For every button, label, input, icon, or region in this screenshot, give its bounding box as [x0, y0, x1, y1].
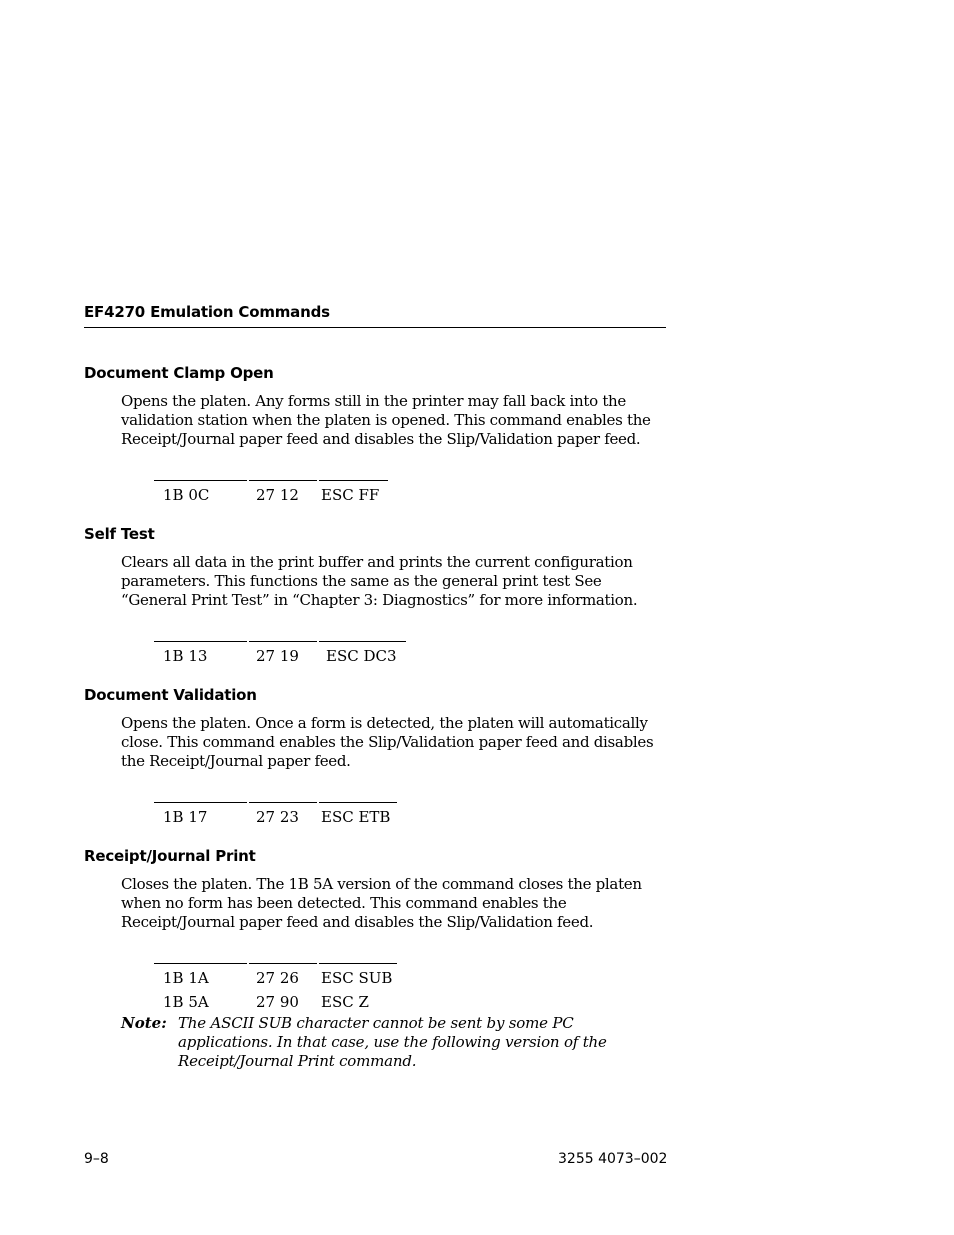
section-title: Document Validation: [84, 686, 257, 704]
ascii-cell: ESC DC3: [326, 647, 397, 665]
note-text: The ASCII SUB character cannot be sent by some PC applications. In that case, use the following version of the Receipt/Journal Print command.: [178, 1014, 607, 1070]
section-body: Clears all data in the print buffer and prints the current configuration parameters. This functions the same as the general print test See “General Print Test” in “Chapter 3: Diagnostics” for more information.: [121, 553, 638, 609]
section-body: Opens the platen. Once a form is detected, the platen will automatically close. This command enables the Slip/Validation paper feed and disables the Receipt/Journal paper feed.: [121, 714, 654, 770]
ascii-cell: ESC FF: [321, 486, 380, 504]
ascii-cell: ESC Z: [321, 993, 369, 1011]
section-body: Closes the platen. The 1B 5A version of the command closes the platen when no form has been detected. This command enables the Receipt/Journal paper feed and disables the Slip/Validation feed.: [121, 875, 642, 931]
section-self-test: [84, 525, 684, 610]
section-document-clamp-open: [84, 364, 684, 449]
note: [121, 1014, 666, 1071]
page-number: 9–8: [84, 1151, 109, 1167]
page-header: EF4270 Emulation Commands: [84, 303, 666, 328]
decimal-cell: 27 23: [256, 808, 299, 826]
hex-cell: 1B 13: [163, 647, 208, 665]
hex-cell: 1B 1A: [163, 969, 209, 987]
decimal-cell: 27 26: [256, 969, 299, 987]
decimal-cell: 27 12: [256, 486, 299, 504]
document-number: 3255 4073–002: [558, 1151, 668, 1167]
hex-cell: 1B 0C: [163, 486, 210, 504]
ascii-cell: ESC SUB: [321, 969, 393, 987]
hex-cell: 1B 5A: [163, 993, 209, 1011]
section-title: Document Clamp Open: [84, 364, 274, 382]
section-receipt-journal-print: [84, 847, 684, 932]
section-title: Receipt/Journal Print: [84, 847, 256, 865]
section-document-validation: [84, 686, 684, 771]
ascii-cell: ESC ETB: [321, 808, 391, 826]
hex-cell: 1B 17: [163, 808, 208, 826]
section-body: Opens the platen. Any forms still in the printer may fall back into the validation station when the platen is opened. This command enables the Receipt/Journal paper feed and disables the Slip/Validation paper feed.: [121, 392, 651, 448]
decimal-cell: 27 19: [256, 647, 299, 665]
note-label: Note:: [121, 1014, 167, 1032]
section-title: Self Test: [84, 525, 155, 543]
decimal-cell: 27 90: [256, 993, 299, 1011]
